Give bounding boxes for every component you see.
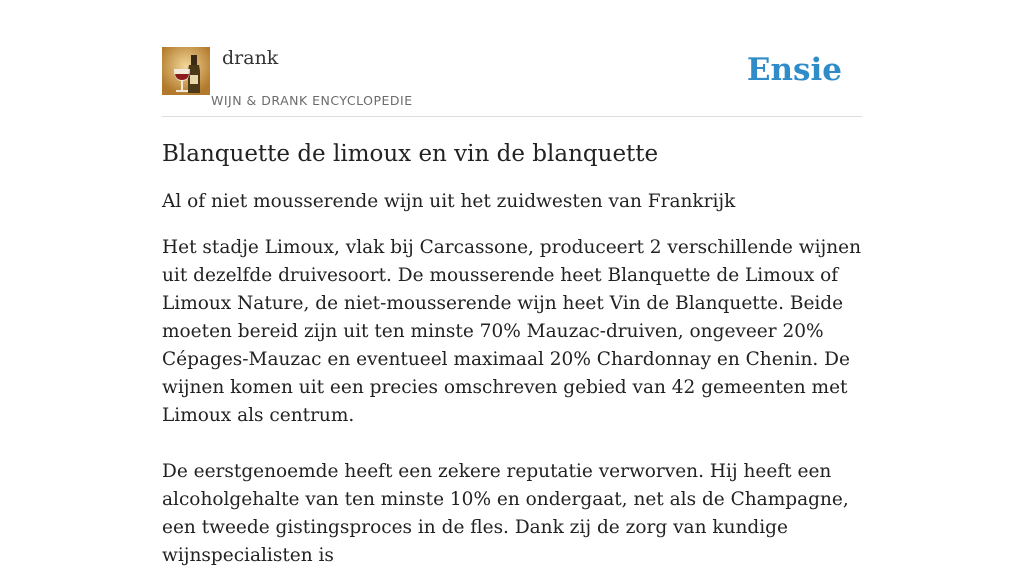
category-avatar[interactable]: [162, 47, 210, 95]
article-body: [162, 234, 862, 570]
brand-logo[interactable]: Ensie: [746, 52, 842, 88]
wine-bottle-glass-icon: [162, 47, 210, 95]
article-paragraph: Het stadje Limoux, vlak bij Carcassone, produceert 2 verschillende wijnen uit dezelfde druivesoort. De mousserende heet Blanquette de Limoux of Limoux Nature, de niet-mousserende wijn heet Vin de Blanquette. Beide moeten bereid zijn uit ten minste 70% Mauzac-druiven, ongeveer 20% Cépages-Mauzac en eventueel maximaal 20% Chardonnay en Chenin. De wijnen komen uit een precies omschreven gebied van 42 gemeenten met Limoux als centrum.: [162, 237, 861, 426]
header: [162, 46, 862, 117]
site-name[interactable]: drank: [222, 47, 279, 69]
article-lead: Al of niet mousserende wijn uit het zuidwesten van Frankrijk: [162, 191, 736, 212]
article: [162, 138, 862, 570]
article-title: Blanquette de limoux en vin de blanquette: [162, 141, 659, 167]
article-paragraph: De eerstgenoemde heeft een zekere reputatie verworven. Hij heeft een alcoholgehalte van ten minste 10% en ondergaat, net als de Champagne, een tweede gistingsproces in de fles. Dank zij de zorg van kundige wijnspecialisten is: [162, 461, 849, 566]
site-subtitle: WIJN & DRANK ENCYCLOPEDIE: [211, 93, 413, 108]
